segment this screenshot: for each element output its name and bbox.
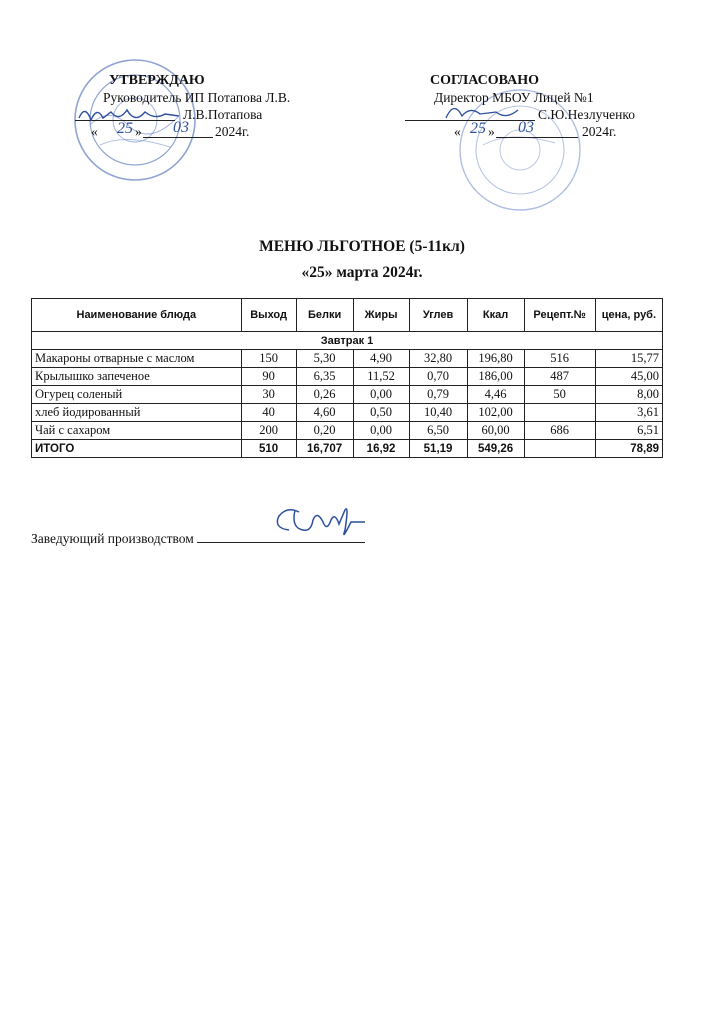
total-price: 78,89 bbox=[595, 440, 662, 458]
cell-fat: 0,50 bbox=[353, 404, 409, 422]
cell-carbs: 10,40 bbox=[409, 404, 467, 422]
cell-carbs: 0,70 bbox=[409, 368, 467, 386]
cell-kcal: 60,00 bbox=[467, 422, 524, 440]
total-fat: 16,92 bbox=[353, 440, 409, 458]
cell-yield: 30 bbox=[241, 386, 296, 404]
date-month-line bbox=[143, 137, 213, 138]
date-day: 25 bbox=[470, 120, 486, 137]
cell-kcal: 4,46 bbox=[467, 386, 524, 404]
table-row bbox=[32, 422, 663, 440]
cell-carbs: 32,80 bbox=[409, 350, 467, 368]
cell-dish: Огурец соленый bbox=[32, 386, 242, 404]
approval-signer: Л.В.Потапова bbox=[183, 107, 263, 122]
header-price: цена, руб. bbox=[595, 299, 662, 332]
header-yield: Выход bbox=[241, 299, 296, 332]
cell-protein: 4,60 bbox=[296, 404, 353, 422]
table-header-row bbox=[32, 299, 663, 332]
date-day: 25 bbox=[117, 120, 133, 137]
cell-dish: Чай с сахаром bbox=[32, 422, 242, 440]
table-row bbox=[32, 386, 663, 404]
cell-protein: 5,30 bbox=[296, 350, 353, 368]
date-year: 2024г. bbox=[582, 124, 617, 139]
cell-price: 6,51 bbox=[595, 422, 662, 440]
cell-yield: 150 bbox=[241, 350, 296, 368]
agreement-signer: С.Ю.Незлученко bbox=[538, 107, 635, 122]
date-month-line bbox=[496, 137, 578, 138]
cell-recipe: 686 bbox=[524, 422, 595, 440]
header-recipe: Рецепт.№ bbox=[524, 299, 595, 332]
cell-protein: 6,35 bbox=[296, 368, 353, 386]
date-quote-open: « bbox=[454, 124, 461, 139]
total-recipe bbox=[524, 440, 595, 458]
cell-dish: Макароны отварные с маслом bbox=[32, 350, 242, 368]
date-quote-close: » bbox=[135, 124, 142, 139]
cell-yield: 90 bbox=[241, 368, 296, 386]
menu-table bbox=[31, 298, 663, 458]
total-yield: 510 bbox=[241, 440, 296, 458]
cell-price: 45,00 bbox=[595, 368, 662, 386]
cell-fat: 4,90 bbox=[353, 350, 409, 368]
cell-recipe: 516 bbox=[524, 350, 595, 368]
date-quote-close: » bbox=[488, 124, 495, 139]
header-fat: Жиры bbox=[353, 299, 409, 332]
header-dish: Наименование блюда bbox=[32, 299, 242, 332]
date-quote-open: « bbox=[91, 124, 98, 139]
cell-carbs: 6,50 bbox=[409, 422, 467, 440]
cell-yield: 40 bbox=[241, 404, 296, 422]
cell-fat: 11,52 bbox=[353, 368, 409, 386]
agreement-heading: СОГЛАСОВАНО bbox=[430, 73, 539, 88]
cell-fat: 0,00 bbox=[353, 422, 409, 440]
header-kcal: Ккал bbox=[467, 299, 524, 332]
cell-kcal: 196,80 bbox=[467, 350, 524, 368]
date-year: 2024г. bbox=[215, 124, 250, 139]
cell-price: 8,00 bbox=[595, 386, 662, 404]
total-kcal: 549,26 bbox=[467, 440, 524, 458]
cell-recipe: 487 bbox=[524, 368, 595, 386]
document-title: МЕНЮ ЛЬГОТНОЕ (5-11кл) bbox=[259, 238, 465, 255]
cell-protein: 0,26 bbox=[296, 386, 353, 404]
date-month: 03 bbox=[173, 119, 189, 136]
cell-dish: Крылышко запеченое bbox=[32, 368, 242, 386]
cell-dish: хлеб йодированный bbox=[32, 404, 242, 422]
total-carbs: 51,19 bbox=[409, 440, 467, 458]
production-manager-label: Заведующий производством bbox=[31, 531, 194, 546]
date-month: 03 bbox=[518, 119, 534, 136]
signature-left bbox=[75, 100, 185, 130]
cell-recipe bbox=[524, 404, 595, 422]
signature-right bbox=[440, 98, 550, 128]
cell-carbs: 0,79 bbox=[409, 386, 467, 404]
cell-kcal: 102,00 bbox=[467, 404, 524, 422]
header-protein: Белки bbox=[296, 299, 353, 332]
cell-protein: 0,20 bbox=[296, 422, 353, 440]
signature-footer bbox=[265, 500, 375, 545]
table-row bbox=[32, 368, 663, 386]
document-date: «25» марта 2024г. bbox=[301, 264, 423, 281]
approval-heading: УТВЕРЖДАЮ bbox=[109, 73, 205, 88]
cell-fat: 0,00 bbox=[353, 386, 409, 404]
agreement-position: Директор МБОУ Лицей №1 bbox=[434, 90, 594, 105]
header-carbs: Углев bbox=[409, 299, 467, 332]
section-row bbox=[32, 332, 663, 350]
cell-yield: 200 bbox=[241, 422, 296, 440]
total-label: ИТОГО bbox=[32, 440, 242, 458]
cell-kcal: 186,00 bbox=[467, 368, 524, 386]
cell-price: 15,77 bbox=[595, 350, 662, 368]
total-row bbox=[32, 440, 663, 458]
total-protein: 16,707 bbox=[296, 440, 353, 458]
cell-price: 3,61 bbox=[595, 404, 662, 422]
approval-position: Руководитель ИП Потапова Л.В. bbox=[103, 90, 291, 105]
table-row bbox=[32, 350, 663, 368]
section-title: Завтрак 1 bbox=[32, 332, 663, 350]
table-row bbox=[32, 404, 663, 422]
cell-recipe: 50 bbox=[524, 386, 595, 404]
